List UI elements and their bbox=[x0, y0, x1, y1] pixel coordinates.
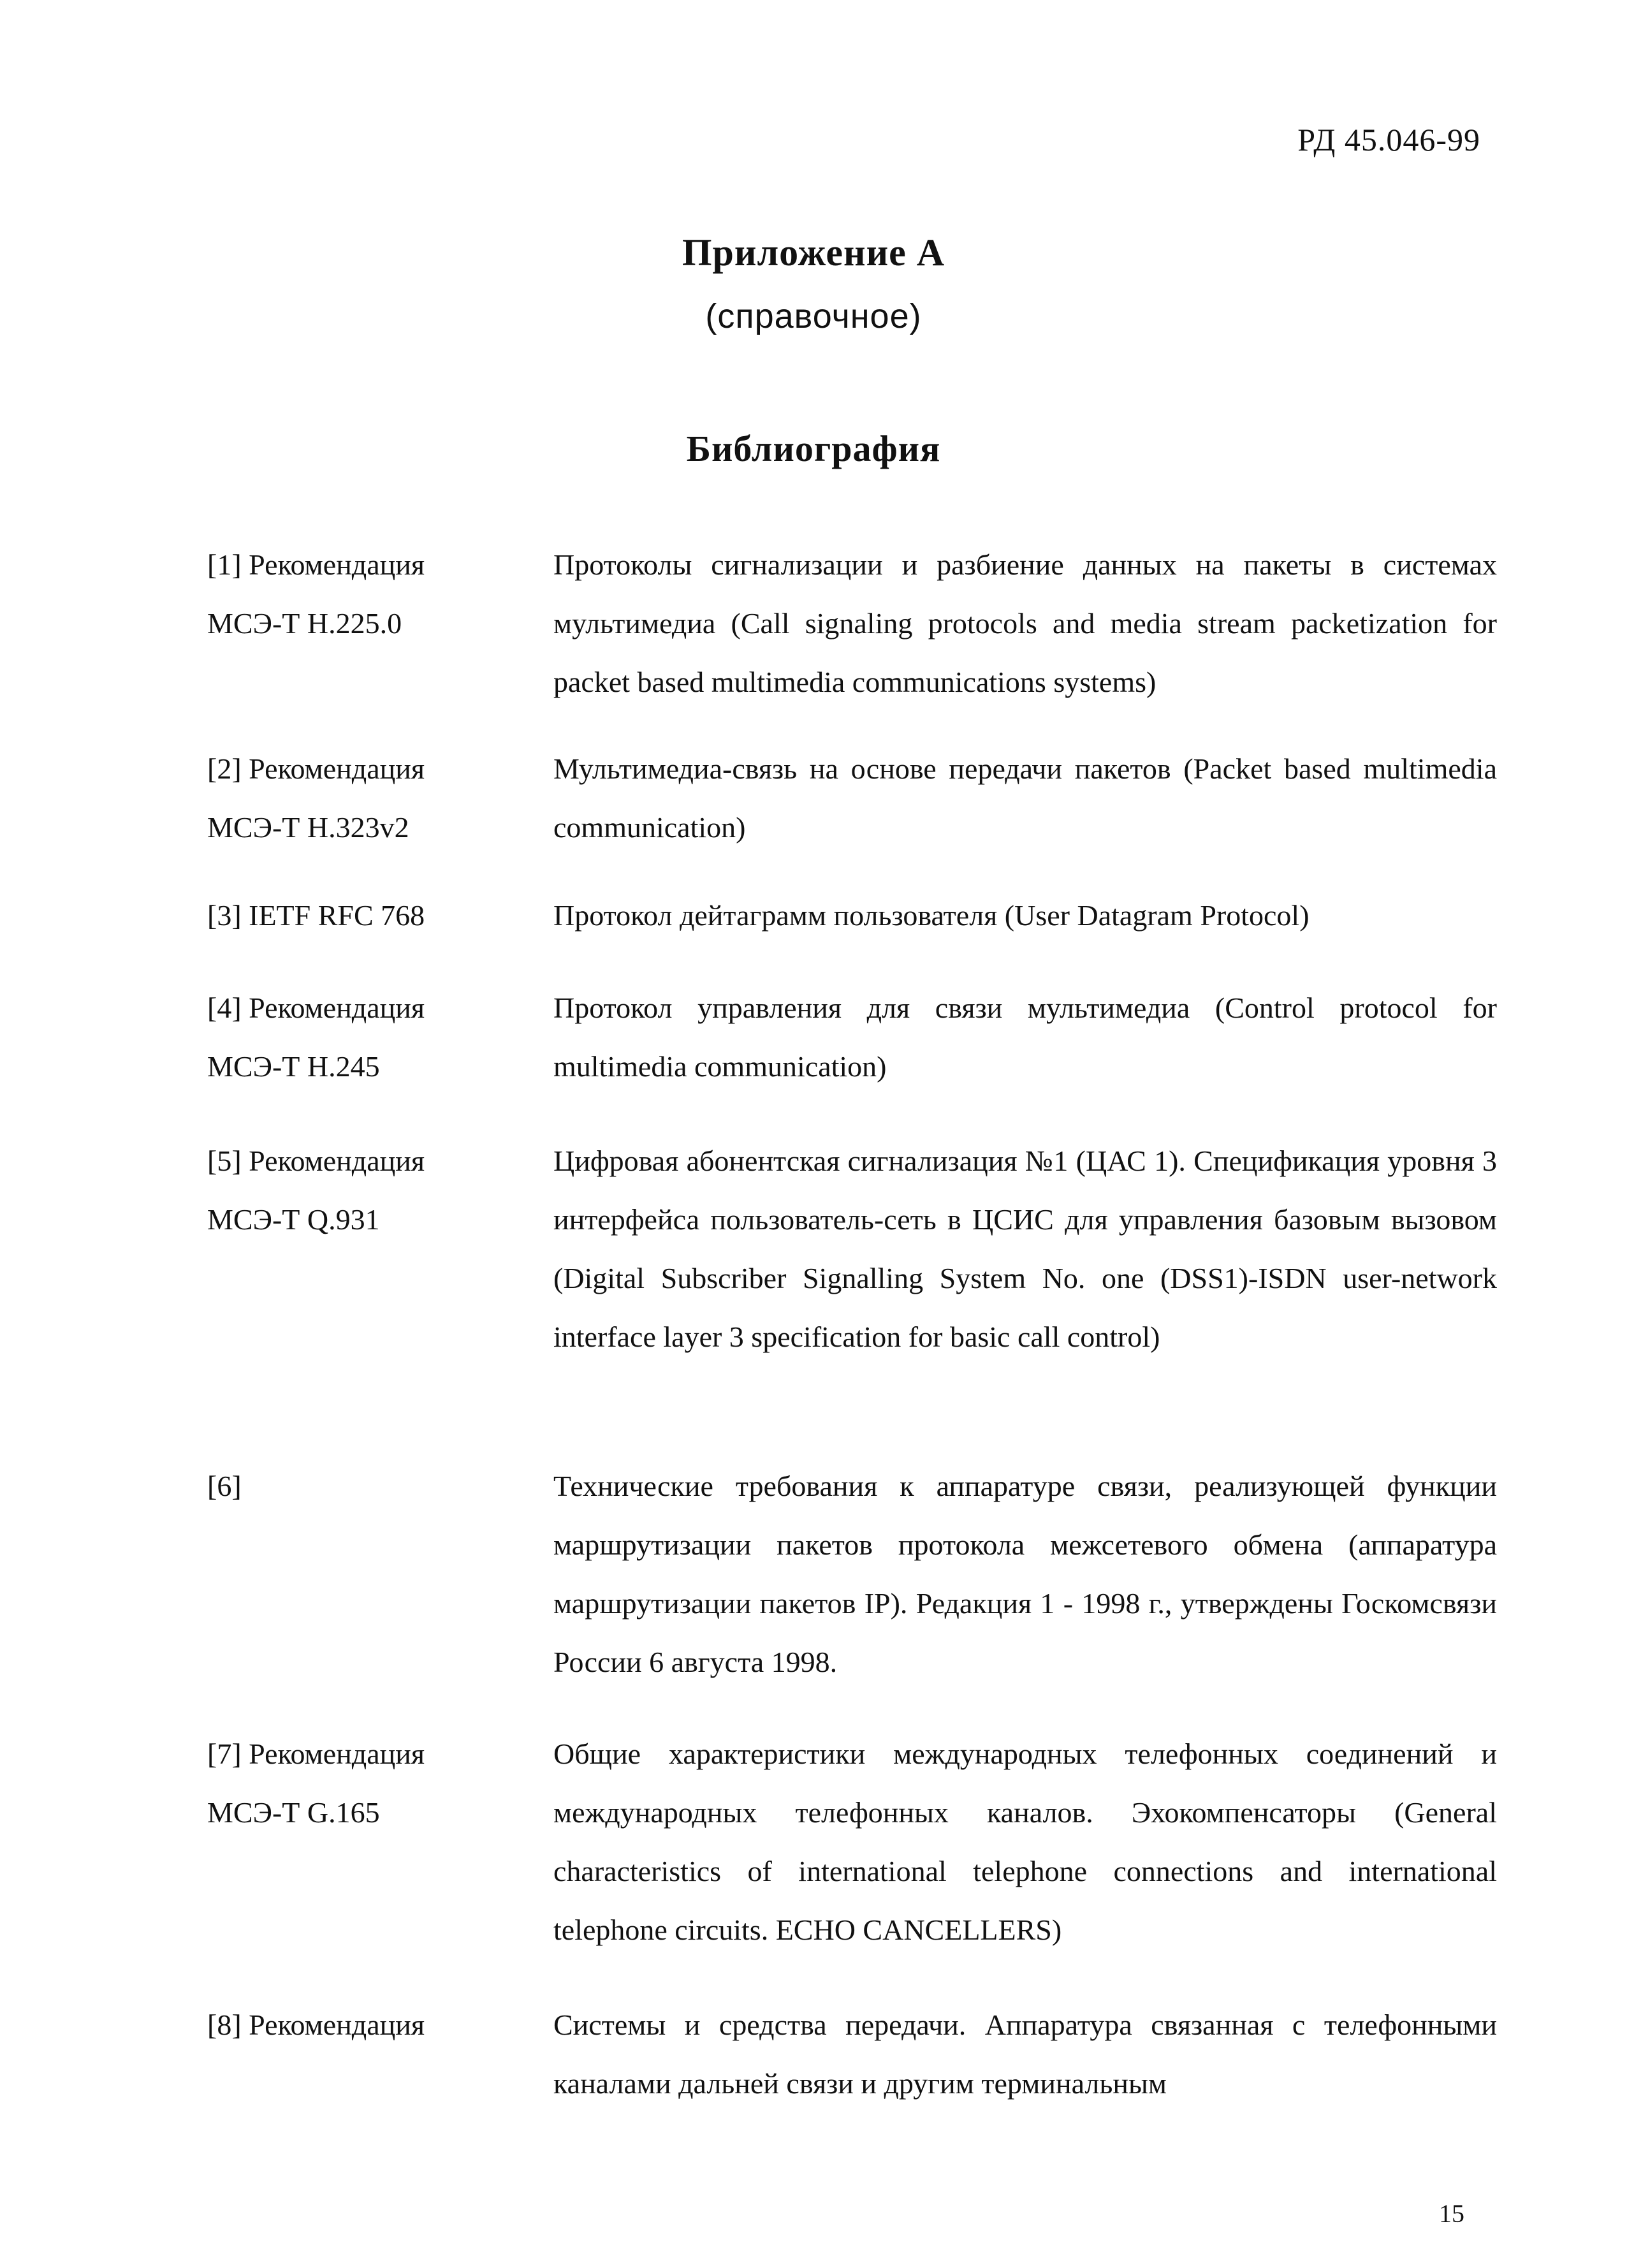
entry-reference: [2] Рекомендация МСЭ-Т H.323v2 bbox=[207, 752, 425, 844]
entry-reference: [4] Рекомендация МСЭ-Т H.245 bbox=[207, 991, 425, 1083]
entry-reference: [1] Рекомендация МСЭ-Т H.225.0 bbox=[207, 548, 425, 640]
entry-reference: [3] IETF RFC 768 bbox=[207, 899, 425, 932]
page-number: 15 bbox=[1439, 2199, 1464, 2228]
appendix-subtitle: (справочное) bbox=[705, 297, 922, 335]
entry-reference: [8] Рекомендация bbox=[207, 2008, 425, 2041]
entry-description: Протокол дейтаграмм пользователя (User Datagram Protocol) bbox=[553, 899, 1310, 932]
bibliography-title: Библиография bbox=[686, 428, 941, 469]
entry-description: Протокол управления для связи мультимедиа (Control protocol for multimedia communication) bbox=[553, 991, 1497, 1083]
entry-description: Цифровая абонентская сигнализация №1 (ЦАС 1). Спецификация уровня 3 интерфейса пользователь-сеть в ЦСИС для управления базовым вызовом (Digital Subscriber Signalling System No. one (DSS1)-ISDN user-network interface layer 3 specification for basic call control) bbox=[553, 1145, 1497, 1353]
appendix-title: Приложение А bbox=[682, 231, 945, 274]
entry-reference: [7] Рекомендация МСЭ-Т G.165 bbox=[207, 1738, 425, 1829]
entry-description: Протоколы сигнализации и разбиение данных на пакеты в системах мультимедиа (Call signaling protocols and media stream packetization for packet based multimedia communications systems) bbox=[553, 548, 1497, 698]
entry-reference: [6] bbox=[207, 1470, 242, 1502]
entry-description: Технические требования к аппаратуре связи, реализующей функции маршрутизации пакетов протокола межсетевого обмена (аппаратура маршрутизации пакетов IP). Редакция 1 - 1998 г., утверждены Госкомсвязи России 6 августа 1998. bbox=[553, 1470, 1497, 1678]
entry-description: Мультимедиа-связь на основе передачи пакетов (Packet based multimedia communication) bbox=[553, 752, 1497, 844]
entry-description: Общие характеристики международных телефонных соединений и международных телефонных каналов. Эхокомпенсаторы (General characteristics of international telephone connections and international telephone circuits. ECHO CANCELLERS) bbox=[553, 1738, 1497, 1946]
entry-description: Системы и средства передачи. Аппаратура связанная с телефонными каналами дальней связи и другим терминальным bbox=[553, 2008, 1497, 2100]
document-code: РД 45.046-99 bbox=[1297, 122, 1480, 157]
entry-reference: [5] Рекомендация МСЭ-Т Q.931 bbox=[207, 1145, 425, 1236]
